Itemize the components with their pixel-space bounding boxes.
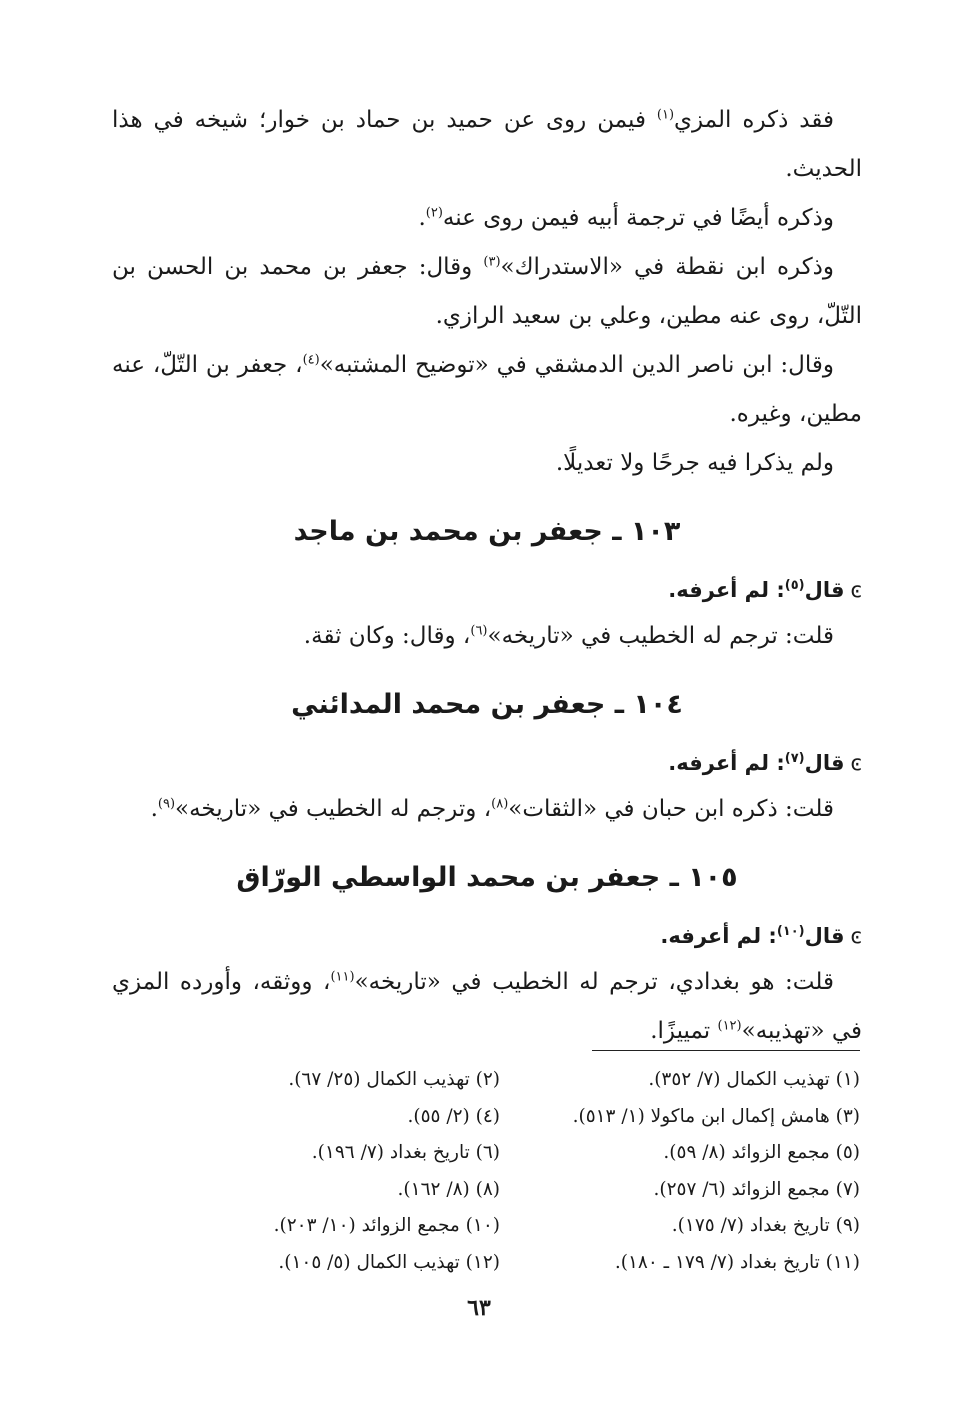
footnote-ref[interactable]: (٢) [425,205,443,221]
entry-heading: ١٠٥ ـ جعفر بن محمد الواسطي الورّاق [236,862,738,893]
footnote-ref[interactable]: (٨) [491,796,509,812]
footnote: (٢) تهذيب الكمال (٢٥/ ٦٧). [288,1069,500,1090]
paragraph [112,96,862,194]
text-run: . [150,796,158,822]
paragraph [112,958,862,1056]
text-run: فقد ذكره المزي [674,107,834,133]
text-run: فيمن روى عن حميد بن حماد بن خوار؛ شيخه في هذا الحديث. [112,107,862,182]
entry-heading: ١٠٣ ـ جعفر بن محمد بن ماجد [293,516,681,547]
footnote-ref[interactable]: (٥) [784,578,805,593]
footnote: (١٠) مجمع الزوائد (١٠/ ٢٠٣). [273,1215,500,1236]
footnote: (١١) تاريخ بغداد (٧/ ١٧٩ ـ ١٨٠). [614,1251,860,1273]
text-run: ، وقال: وكان ثقة. [303,623,471,649]
footnote-ref[interactable]: (١١) [330,969,355,985]
text-run: قلت: ترجم له الخطيب في «تاريخه» [487,623,834,649]
bullet-icon: ͼ [850,751,862,775]
text-run: وقال: ابن ناصر الدين الدمشقي في «توضيح المشتبه» [319,352,834,378]
qala-line [112,568,862,612]
text-run: قلت: ذكره ابن حبان في «الثقات» [508,796,834,822]
footnote: (١) تهذيب الكمال (٧/ ٣٥٢). [648,1069,860,1090]
footnotes [190,1062,860,1281]
text-run: تمييزًا. [650,1018,718,1044]
qala-label: قال [804,751,845,775]
footnote-ref[interactable]: (١) [656,107,675,123]
paragraph [112,612,862,661]
footnote-separator [592,1050,860,1051]
footnote-ref[interactable]: (١٠) [776,924,805,939]
footnote-ref[interactable]: (٩) [157,796,176,812]
qala-text: : لم أعرفه. [668,578,785,602]
footnote: (٥) مجمع الزوائد (٨/ ٥٩). [663,1142,860,1163]
footnote-ref[interactable]: (٧) [784,751,805,766]
footnote: (١٢) تهذيب الكمال (٥/ ١٠٥). [278,1251,500,1273]
footnote: (٣) هامش إكمال ابن ماكولا (١/ ٥١٣). [572,1105,860,1127]
footnote-ref[interactable]: (٤) [302,352,320,368]
paragraph [112,194,862,243]
text-run: . [418,205,426,231]
paragraph [112,341,862,439]
text-run: وذكره ابن نقطة في «الاستدراك» [500,254,835,280]
page-number: ٦٣ [467,1295,491,1321]
paragraph [112,243,862,341]
qala-line [112,741,862,785]
footnote-ref[interactable]: (٦) [470,623,488,639]
footnote: (٧) مجمع الزوائد (٦/ ٢٥٧). [653,1178,860,1200]
main-text [112,96,862,1056]
text-run: وقال: جعفر بن محمد بن الحسن بن التّلّ، روى عنه مطين، وعلي بن سعيد الرازي. [112,254,862,329]
text-run: ، ووثقه، وأورده المزي في «تهذيبه» [112,969,862,1044]
paragraph: ولم يذكرا فيه جرحًا ولا تعديلًا. [555,450,834,476]
bullet-icon: ͼ [850,924,862,948]
footnote: (٩) تاريخ بغداد (٧/ ١٧٥). [671,1215,860,1236]
footnote: (٨) (٨/ ١٦٢). [397,1178,500,1200]
qala-label: قال [804,924,845,948]
qala-text: : لم أعرفه. [660,924,777,948]
footnote-ref[interactable]: (٣) [483,254,501,270]
paragraph [112,785,862,834]
text-run: وذكره أيضًا في ترجمة أبيه فيمن روى عنه [442,205,834,231]
footnote: (٦) تاريخ بغداد (٧/ ١٩٦). [311,1142,500,1163]
qala-line [112,914,862,958]
qala-label: قال [804,578,845,602]
entry-heading: ١٠٤ ـ جعفر بن محمد المدائني [291,689,683,720]
footnote: (٤) (٢/ ٥٥). [407,1105,500,1127]
bullet-icon: ͼ [850,578,862,602]
text-run: ، وترجم له الخطيب في «تاريخه» [175,796,492,822]
text-run: قلت: هو بغدادي، ترجم له الخطيب في «تاريخه» [354,969,834,995]
qala-text: : لم أعرفه. [668,751,785,775]
footnote-ref[interactable]: (١٢) [717,1018,742,1034]
text-run: ، جعفر بن التّلّ، عنه مطين، وغيره. [112,352,862,427]
